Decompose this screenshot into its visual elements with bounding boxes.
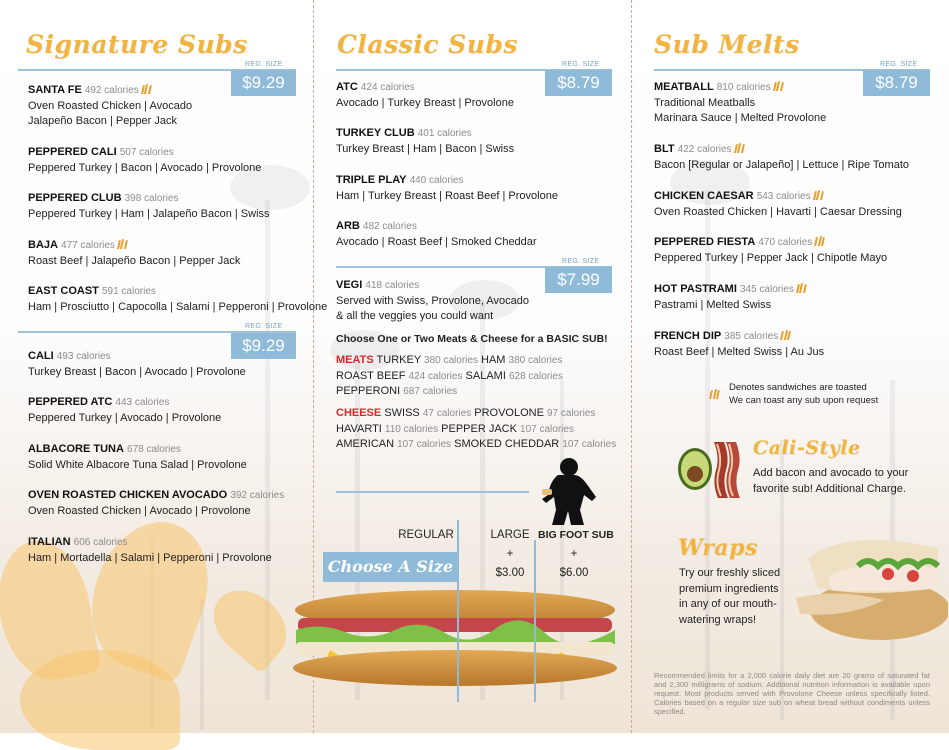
menu-item-calories: 507 calories [119,147,174,158]
menu-item-calories: 440 calories [409,175,464,186]
menu-item-name: SANTA FE [28,84,82,96]
menu-item-name: TRIPLE PLAY [336,174,407,186]
reg-size-label: REG. SIZE [562,61,600,68]
sub-sandwich-image [290,588,620,692]
menu-item-header [336,278,529,294]
nutrition-fine-print: Recommended limits for a 2,000 calorie daily diet are 20 grams of saturated fat and 2,300 milligrams of sodium. Additional nutrition information is available upon request. Most products served with Provolone Cheese unless specifically listed. Calories based on a regular size sub on wheat bread without condiments unless specified. [654,671,930,716]
menu-item-name: MEATBALL [654,81,714,93]
menu-item-header [28,442,247,458]
menu-item [28,284,327,315]
menu-item-calories: 422 calories [677,144,732,155]
menu-item-calories: 418 calories [365,280,420,291]
section-title-classic-subs: Classic Subs [337,30,518,59]
ingredient-calories: 107 calories [397,439,452,450]
menu-item-name: OVEN ROASTED CHICKEN AVOCADO [28,489,228,501]
menu-item [654,189,902,220]
menu-item-description: Oven Roasted Chicken | Avocado [28,99,193,112]
menu-item [336,80,514,111]
menu-item-name: PEPPERED FIESTA [654,236,756,248]
menu-item-header [654,235,887,251]
ingredient-calories: 380 calories [508,355,563,366]
menu-item-header [654,189,902,205]
menu-item-name: ALBACORE TUNA [28,443,124,455]
menu-item-name: CHICKEN CAESAR [654,190,754,202]
menu-item-description: Marinara Sauce | Melted Provolone [654,112,827,124]
menu-item [654,235,887,266]
menu-item-header [336,126,514,142]
toast-note-line: We can toast any sub upon request [729,394,879,406]
menu-item-description: Ham | Mortadella | Salami | Pepperoni | Provolone [28,551,272,564]
menu-item-header [28,284,327,300]
menu-item-description: Avocado | Turkey Breast | Provolone [336,96,514,109]
menu-item-description: Peppered Turkey | Bacon | Avocado | Provolone [28,161,262,174]
menu-item-name: FRENCH DIP [654,330,722,342]
ingredient-name: AMERICAN [336,438,395,450]
ingredient-name: PROVOLONE [474,407,544,419]
menu-item [336,278,529,325]
menu-item-description: Pastrami | Melted Swiss [654,298,772,311]
menu-item-header [28,145,261,161]
size-bigfoot-price: $6.00 [559,567,589,579]
menu-item-name: EAST COAST [28,285,99,297]
menu-item-calories: 591 calories [101,286,156,297]
ingredient-calories: 687 calories [403,386,458,397]
price-box: $8.79 [545,70,612,96]
ingredient-name: PEPPER JACK [441,422,517,435]
reg-size-label: REG. SIZE [880,61,918,68]
bigfoot-logo [540,455,598,527]
ingredient-row [336,437,616,453]
menu-item-calories: 424 calories [360,82,415,93]
ingredient-name: ROAST BEEF [336,369,406,382]
menu-item-calories: 392 calories [230,490,285,501]
menu-item-calories: 493 calories [56,351,111,362]
ingredient-row [336,353,562,369]
size-bigfoot [538,526,614,583]
flame-icon [117,239,128,249]
choose-size-label: Choose A Size [323,552,458,582]
menu-item-calories: 477 calories [61,240,115,251]
menu-item-name: PEPPERED CLUB [28,192,122,204]
ingredient-calories: 107 calories [562,439,617,450]
menu-item-header [654,329,824,345]
ingredient-name: SALAMI [465,369,506,382]
size-divider [534,540,536,702]
ingredient-name: PEPPERONI [336,385,401,397]
wraps-line: Try our freshly sliced [679,567,781,579]
ingredient-row [336,384,457,400]
menu-item [28,83,192,130]
cali-style-line: favorite sub! Additional Charge. [753,482,906,495]
flame-icon [773,81,784,91]
size-regular [395,526,457,545]
ingredient-category-label: MEATS [336,354,374,366]
flame-icon [814,236,825,246]
wraps-title: Wraps [678,535,758,561]
menu-item-description: Roast Beef | Jalapeño Bacon | Pepper Jack [28,254,241,267]
ingredient-calories: 424 calories [408,370,463,382]
price-box: $9.29 [231,333,296,359]
menu-item-name: PEPPERED ATC [28,396,113,408]
ingredient-calories: 628 calories [508,370,563,382]
menu-item-calories: 492 calories [84,85,139,96]
menu-item-description: Turkey Breast | Ham | Bacon | Swiss [336,142,515,155]
ingredient-row [336,406,595,422]
wrap-image [788,518,948,648]
flame-icon [734,143,745,153]
ingredient-row [336,369,563,385]
menu-item-header [654,80,826,96]
section-title-signature-subs: Signature Subs [26,30,248,59]
size-bigfoot-label: BIG FOOT SUB [538,529,614,541]
menu-item [336,219,537,250]
bacon-image [710,438,748,500]
menu-item-calories: 345 calories [739,284,794,295]
menu-item-calories: 401 calories [417,128,472,139]
menu-item [336,126,514,157]
flame-icon [709,389,720,399]
size-large-label: LARGE [490,529,530,541]
ingredient-name: TURKEY [376,354,421,366]
menu-item-calories: 606 calories [73,537,128,548]
price-box: $7.99 [545,267,612,293]
size-regular-label: REGULAR [398,529,454,541]
toast-legend [707,382,879,406]
size-divider [457,520,459,702]
menu-item-name: BAJA [28,239,58,251]
section-title-sub-melts: Sub Melts [654,30,800,59]
flame-icon [141,84,152,94]
menu-item-header [28,395,221,411]
menu-item [28,535,272,566]
menu-item-description: Served with Swiss, Provolone, Avocado [336,294,530,307]
menu-item [654,329,824,360]
menu-item-name: ITALIAN [28,536,71,548]
menu-item-name: TURKEY CLUB [336,127,415,139]
menu-item [28,442,247,473]
menu-item-header [28,83,192,99]
flame-icon [780,330,791,340]
ingredient-category-label: CHEESE [336,407,382,419]
menu-item-calories: 385 calories [724,331,779,342]
menu-item-calories: 398 calories [124,193,179,204]
flame-icon [796,283,807,293]
menu-item-description: Roast Beef | Melted Swiss | Au Jus [654,345,825,358]
flame-icon [813,190,824,200]
wraps-line: premium ingredients [679,582,779,595]
menu-item-header [28,488,284,504]
reg-size-label: REG. SIZE [562,258,600,265]
menu-item [654,80,826,127]
menu-item-description: Turkey Breast | Bacon | Avocado | Provolone [28,365,246,378]
menu-item-calories: 443 calories [115,397,170,408]
menu-item-header [28,535,272,551]
menu-item-description: Traditional Meatballs [654,96,756,109]
menu-item-calories: 810 calories [716,82,771,93]
ingredient-name: HAM [481,354,506,366]
cali-style-line: Add bacon and avocado to your [753,467,909,479]
menu-item-calories: 678 calories [127,444,181,455]
menu-item-calories: 482 calories [362,221,417,232]
menu-item-description: Bacon [Regular or Jalapeño] | Lettuce | Ripe Tomato [654,158,909,171]
size-large-price: $3.00 [495,567,525,579]
ingredient-row [336,422,574,438]
menu-item-name: CALI [28,350,54,362]
menu-item-description: Peppered Turkey | Pepper Jack | Chipotle Mayo [654,251,888,264]
cali-style-title: Cali-Style [753,437,861,459]
menu-item-description: Solid White Albacore Tuna Salad | Provolone [28,458,247,471]
wraps-text [679,566,780,628]
menu-item-header [336,80,514,96]
basic-sub-heading: Choose One or Two Meats & Cheese for a BASIC SUB! [336,333,608,345]
menu-item-description: Avocado | Roast Beef | Smoked Cheddar [336,235,537,248]
menu-item-header [336,219,537,235]
size-large [480,526,540,583]
menu-item [654,282,807,313]
avocado-image [676,441,714,491]
menu-item [28,395,221,426]
ingredient-name: HAVARTI [336,422,382,435]
menu-item-description: Ham | Turkey Breast | Roast Beef | Provolone [336,189,558,202]
menu-item [28,488,284,519]
wraps-line: in any of our mouth- [679,598,777,610]
menu-item-description: Peppered Turkey | Avocado | Provolone [28,411,222,424]
menu-item [28,145,261,176]
size-bigfoot-plus: + [570,548,578,560]
menu-item-description: Oven Roasted Chicken | Avocado | Provolone [28,504,251,517]
menu-item-name: PEPPERED CALI [28,146,117,158]
ingredient-calories: 47 calories [422,408,472,419]
menu-item-name: VEGI [336,279,363,291]
menu-item [28,349,246,380]
ingredient-calories: 110 calories [384,423,439,435]
menu-item-description: Jalapeño Bacon | Pepper Jack [28,115,178,127]
ingredient-calories: 380 calories [424,355,478,366]
menu-item-calories: 470 calories [758,237,813,248]
ingredient-calories: 97 calories [547,408,596,419]
price-box: $9.29 [231,70,296,96]
menu-item-description: & all the veggies you could want [336,310,494,322]
ingredient-name: SMOKED CHEDDAR [454,438,560,450]
menu-item-header [28,238,240,254]
menu-item-header [654,282,807,298]
column-divider [631,0,632,733]
ingredient-calories: 107 calories [520,423,574,435]
menu-item [28,238,240,269]
menu-item-name: ARB [336,220,360,232]
cali-style-text [753,466,908,497]
menu-item-name: ATC [336,81,358,93]
menu-item-calories: 543 calories [756,191,811,202]
menu-item [336,173,558,204]
menu-item-header [28,349,246,365]
size-large-plus: + [506,548,514,560]
wraps-line: watering wraps! [679,613,757,626]
menu-item-header [28,191,270,207]
menu-item [28,191,270,222]
reg-size-label: REG. SIZE [245,323,283,330]
menu-item-header [654,142,909,158]
menu-item-description: Ham | Prosciutto | Capocolla | Salami | Pepperoni | Provolone [28,300,328,313]
menu-item-name: HOT PASTRAMI [654,283,737,295]
ingredient-name: SWISS [384,407,420,419]
reg-size-label: REG. SIZE [245,61,283,68]
price-box: $8.79 [863,70,930,96]
menu-item-name: BLT [654,143,675,155]
toast-note-line: Denotes sandwiches are toasted [729,382,867,393]
menu-item-description: Oven Roasted Chicken | Havarti | Caesar Dressing [654,205,902,218]
menu-item [654,142,909,173]
menu-item-description: Peppered Turkey | Ham | Jalapeño Bacon | Swiss [28,207,270,220]
section-rule [336,491,529,493]
menu-item-header [336,173,558,189]
